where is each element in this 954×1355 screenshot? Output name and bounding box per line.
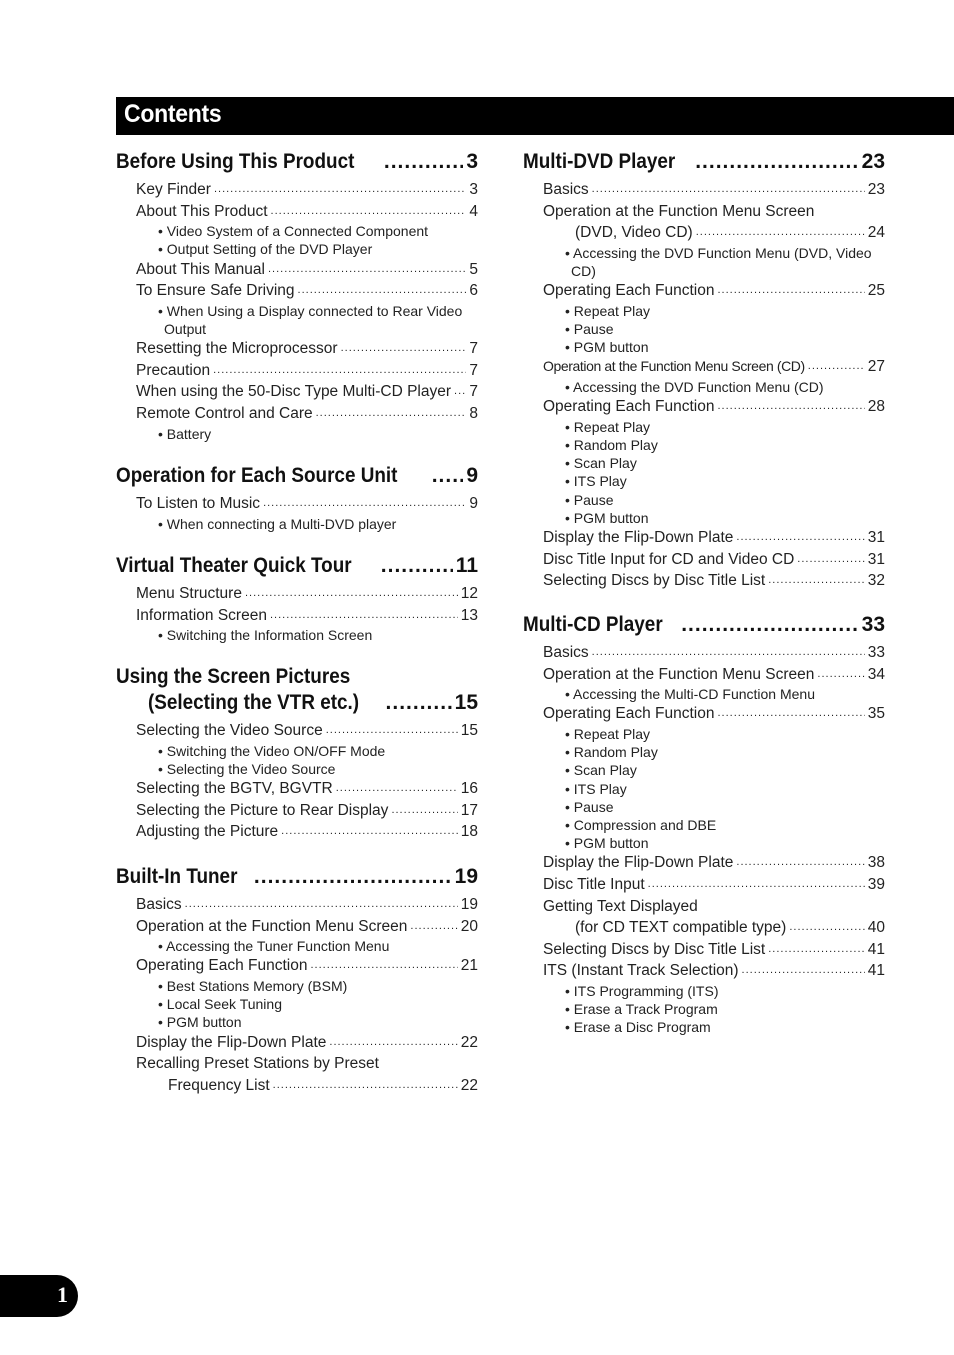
- item-page: 5: [469, 260, 478, 278]
- toc-subitem: [158, 515, 478, 533]
- item-label: Basics: [543, 181, 589, 198]
- item-label: Basics: [543, 644, 589, 661]
- subitem-text: • Repeat Play: [565, 418, 651, 435]
- toc-subitem: [158, 425, 478, 443]
- subitem-text: • Repeat Play: [565, 725, 651, 742]
- section-page: 19: [454, 865, 478, 888]
- subitem-text: • Accessing the DVD Function Menu (CD): [565, 378, 824, 395]
- leader-dots: [592, 179, 865, 201]
- item-page: 32: [867, 572, 885, 590]
- section-screen-pictures: [116, 664, 478, 843]
- toc-subitem: [565, 454, 885, 472]
- section-page: 3: [466, 150, 478, 173]
- toc-subitem: [158, 240, 478, 258]
- section-page: 9: [466, 464, 478, 487]
- subitem-text: • PGM button: [565, 509, 649, 526]
- toc-item: [168, 1075, 478, 1097]
- subitem-text: • Pause: [565, 320, 614, 337]
- leader-dots: [268, 259, 466, 281]
- subitem-text: • Erase a Track Program: [565, 1001, 718, 1018]
- section-title: Operation for Each Source Unit: [116, 464, 398, 487]
- toc-item: [136, 894, 478, 916]
- leader-dots: [410, 916, 457, 938]
- item-page: 22: [460, 1033, 478, 1051]
- toc-subitem: [158, 1013, 478, 1031]
- toc-item: [136, 338, 478, 360]
- item-page: 12: [460, 585, 478, 602]
- item-page: 25: [867, 282, 885, 300]
- item-page: 39: [867, 876, 885, 893]
- toc-subitem: [565, 418, 885, 436]
- toc-subitem: [565, 743, 885, 761]
- leader-dots: [768, 570, 865, 592]
- leader-dots: [310, 955, 457, 977]
- page-title: Contents: [124, 100, 222, 128]
- toc-subitem: [565, 982, 885, 1000]
- toc-item: [136, 778, 478, 800]
- item-label: About This Manual: [136, 260, 265, 278]
- item-label: Operating Each Function: [543, 705, 715, 723]
- item-page: 24: [867, 224, 885, 242]
- item-page: 7: [469, 383, 478, 401]
- leader-dots: [391, 800, 457, 822]
- item-page: 35: [867, 705, 885, 723]
- subitem-text: • PGM button: [565, 339, 649, 356]
- item-label: (DVD, Video CD): [575, 224, 693, 242]
- section-page: 15: [454, 691, 478, 714]
- toc-subitem: [158, 626, 478, 644]
- subitem-text: • Best Stations Memory (BSM): [158, 977, 348, 994]
- toc-item: [136, 1053, 478, 1075]
- toc-item: [543, 960, 885, 982]
- leader-dots: [717, 396, 864, 418]
- section-title-line: [523, 149, 885, 175]
- subitem-text: • Random Play: [565, 436, 658, 453]
- section-title-line: [116, 864, 478, 890]
- section-virtual-theater: [116, 553, 478, 644]
- item-label: Adjusting the Picture: [136, 823, 279, 841]
- item-label: Display the Flip-Down Plate: [136, 1033, 327, 1051]
- subitem-text: • PGM button: [158, 1014, 242, 1031]
- toc-item: [136, 916, 478, 938]
- toc-item: [136, 493, 478, 515]
- subitem-text: • Accessing the Tuner Function Menu: [158, 938, 390, 955]
- item-label: Selecting the Video Source: [136, 722, 323, 739]
- item-label: Key Finder: [136, 181, 211, 198]
- toc-subitem: [565, 378, 885, 396]
- leader-dots: [254, 864, 452, 890]
- leader-dots: [742, 960, 865, 982]
- section-multi-dvd: [523, 149, 885, 592]
- subitem-text: • Battery: [158, 425, 212, 442]
- toc-item: [136, 800, 478, 822]
- item-page: 7: [469, 340, 478, 358]
- section-title: Virtual Theater Quick Tour: [116, 554, 352, 577]
- leader-dots: [271, 201, 467, 223]
- toc-item: [136, 605, 478, 627]
- toc-subitem: [158, 222, 478, 240]
- toc-item: [136, 280, 478, 302]
- item-page: 18: [460, 823, 478, 841]
- item-label: Disc Title Input for CD and Video CD: [543, 550, 795, 568]
- leader-dots: [681, 612, 858, 638]
- toc-item: [543, 396, 885, 418]
- leader-dots: [298, 280, 467, 302]
- item-label: Operation at the Function Menu Screen: [136, 917, 408, 935]
- toc-item: [136, 381, 478, 403]
- toc-subitem: [565, 761, 885, 779]
- leader-dots: [817, 664, 864, 686]
- item-page: 22: [460, 1076, 478, 1094]
- item-label: Resetting the Microprocessor: [136, 340, 338, 358]
- toc-item: [136, 720, 478, 742]
- subitem-text: • Video System of a Connected Component: [158, 223, 429, 240]
- item-label: Display the Flip-Down Plate: [543, 529, 734, 546]
- toc-subitem: [158, 742, 478, 760]
- leader-dots: [454, 381, 466, 403]
- section-title: Multi-CD Player: [523, 613, 663, 636]
- leader-dots: [336, 778, 458, 800]
- subitem-text: • Compression and DBE: [565, 817, 717, 833]
- item-page: 8: [469, 404, 478, 422]
- leader-dots: [768, 939, 865, 961]
- item-label: Selecting the Picture to Rear Display: [136, 801, 389, 819]
- item-page: 6: [469, 282, 478, 300]
- leader-dots: [213, 360, 466, 382]
- item-label: When using the 50-Disc Type Multi-CD Player: [136, 383, 452, 401]
- section-page: 33: [861, 613, 885, 636]
- section-title-line: [116, 553, 478, 579]
- subitem-text: • Accessing the DVD Function Menu (DVD, Video CD): [565, 244, 872, 279]
- toc-item: [543, 703, 885, 725]
- leader-dots: [214, 179, 466, 201]
- section-title: Built-In Tuner: [116, 865, 238, 888]
- subitem-text: • Pause: [565, 491, 614, 508]
- item-label: Selecting Discs by Disc Title List: [543, 572, 766, 590]
- leader-dots: [273, 1075, 458, 1097]
- toc-item: [543, 896, 885, 918]
- leader-dots: [789, 917, 864, 939]
- leader-dots: [381, 553, 453, 579]
- item-page: 16: [460, 780, 478, 797]
- leader-dots: [717, 703, 864, 725]
- leader-dots: [245, 583, 458, 605]
- leader-dots: [717, 280, 864, 302]
- item-page: 34: [867, 665, 885, 683]
- toc-item: [543, 527, 885, 549]
- subitem-text: • Accessing the Multi-CD Function Menu: [565, 686, 816, 703]
- toc-subitem: [158, 937, 478, 955]
- item-page: 7: [469, 361, 478, 379]
- toc-item: [543, 939, 885, 961]
- toc-item: [136, 201, 478, 223]
- leader-dots: [386, 690, 452, 716]
- leader-dots: [432, 463, 464, 489]
- toc-item: [136, 821, 478, 843]
- toc-subitem: [565, 338, 885, 356]
- toc-item: [136, 583, 478, 605]
- subitem-text: • Switching the Information Screen: [158, 627, 373, 644]
- section-page: 11: [455, 554, 478, 577]
- subitem-text: • Selecting the Video Source: [158, 760, 336, 777]
- section-title: Before Using This Product: [116, 150, 355, 173]
- toc-subitem: [565, 816, 885, 834]
- contents-header-bar: [116, 97, 954, 135]
- item-page: 17: [460, 801, 478, 819]
- item-label: Selecting the BGTV, BGVTR: [136, 780, 333, 797]
- leader-dots: [736, 527, 864, 549]
- item-label: Operating Each Function: [543, 398, 715, 416]
- leader-dots: [185, 894, 458, 916]
- item-page: 13: [460, 606, 478, 624]
- item-page: 21: [460, 957, 478, 975]
- leader-dots: [695, 149, 858, 175]
- item-label: Operating Each Function: [543, 282, 715, 300]
- toc-item: [543, 570, 885, 592]
- toc-item: [136, 360, 478, 382]
- section-title-line: [116, 664, 478, 690]
- page-number-tab: [0, 1275, 78, 1317]
- item-label: Frequency List: [168, 1076, 270, 1094]
- toc-item: [543, 664, 885, 686]
- subitem-text: • Erase a Disc Program: [565, 1019, 711, 1036]
- leader-dots: [329, 1032, 457, 1054]
- toc-subitem: [158, 302, 478, 338]
- item-label: Getting Text Displayed: [543, 897, 698, 915]
- leader-dots: [592, 642, 865, 664]
- toc-item: [543, 356, 885, 378]
- item-page: 19: [460, 896, 478, 913]
- toc-item: [543, 179, 885, 201]
- toc-item: [575, 917, 885, 939]
- toc-item: [543, 549, 885, 571]
- section-multi-cd: [523, 612, 885, 1037]
- toc-subitem: [158, 977, 478, 995]
- toc-subitem: [565, 834, 885, 852]
- toc-subitem: [158, 760, 478, 778]
- item-page: 33: [867, 644, 885, 661]
- toc-subitem: [565, 436, 885, 454]
- subitem-text: • ITS Play: [565, 780, 627, 797]
- item-page: 28: [867, 398, 885, 416]
- leader-dots: [270, 605, 458, 627]
- item-label: Operating Each Function: [136, 957, 308, 975]
- item-label: Recalling Preset Stations by Preset: [136, 1055, 379, 1073]
- leader-dots: [281, 821, 458, 843]
- toc-subitem: [565, 1000, 885, 1018]
- toc-item: [136, 403, 478, 425]
- section-page: 23: [861, 150, 885, 173]
- subitem-text: • Pause: [565, 798, 614, 815]
- leader-dots: [341, 338, 467, 360]
- item-page: 41: [867, 962, 885, 980]
- item-page: 38: [867, 854, 885, 872]
- item-label: Disc Title Input: [543, 876, 645, 893]
- section-operation: [116, 463, 478, 533]
- toc-item: [543, 852, 885, 874]
- subitem-text: • When Using a Display connected to Rear Video Output: [158, 302, 463, 337]
- toc-item: [136, 259, 478, 281]
- leader-dots: [384, 149, 463, 175]
- item-page: 41: [867, 940, 885, 958]
- toc-item: [543, 201, 885, 223]
- toc-subitem: [565, 244, 885, 280]
- item-label: To Ensure Safe Driving: [136, 282, 295, 300]
- leader-dots: [648, 874, 865, 896]
- item-label: About This Product: [136, 202, 268, 220]
- subitem-text: • PGM button: [565, 835, 649, 852]
- page-number: 1: [57, 1282, 68, 1307]
- subitem-text: • Output Setting of the DVD Player: [158, 241, 373, 258]
- item-label: Display the Flip-Down Plate: [543, 854, 734, 872]
- section-title-line: [116, 463, 478, 489]
- toc-item: [543, 280, 885, 302]
- item-page: 20: [460, 917, 478, 935]
- item-label: ITS (Instant Track Selection): [543, 962, 739, 980]
- toc-subitem: [565, 685, 885, 703]
- subitem-text: • Local Seek Tuning: [158, 996, 282, 1013]
- item-label: Selecting Discs by Disc Title List: [543, 940, 766, 958]
- leader-dots: [808, 356, 865, 378]
- item-page: 9: [469, 495, 478, 512]
- subitem-text: • ITS Play: [565, 473, 627, 490]
- toc-item: [575, 222, 885, 244]
- item-label: Operation at the Function Menu Screen: [543, 665, 815, 683]
- leader-dots: [797, 549, 864, 571]
- item-page: 27: [867, 358, 885, 376]
- item-label: Remote Control and Care: [136, 404, 313, 422]
- item-page: 15: [460, 722, 478, 739]
- item-page: 3: [469, 181, 478, 198]
- toc-subitem: [565, 472, 885, 490]
- leader-dots: [696, 222, 865, 244]
- leader-dots: [736, 852, 864, 874]
- item-page: 31: [867, 550, 885, 568]
- subitem-text: • Scan Play: [565, 455, 637, 472]
- subitem-text: • Repeat Play: [565, 302, 651, 319]
- toc-subitem: [565, 780, 885, 798]
- item-label: To Listen to Music: [136, 495, 261, 512]
- leader-dots: [326, 720, 458, 742]
- section-built-in-tuner: [116, 864, 478, 1096]
- item-page: 4: [469, 202, 478, 220]
- toc-subitem: [565, 509, 885, 527]
- toc-item: [543, 642, 885, 664]
- toc-item: [136, 179, 478, 201]
- section-title: Using the Screen Pictures: [116, 665, 351, 688]
- toc-item: [136, 1032, 478, 1054]
- toc-subitem: [565, 1018, 885, 1036]
- toc-subitem: [565, 725, 885, 743]
- toc-item: [543, 874, 885, 896]
- section-title-line: [116, 149, 478, 175]
- subitem-text: • When connecting a Multi-DVD player: [158, 515, 397, 532]
- item-label: Menu Structure: [136, 585, 242, 602]
- toc-subitem: [565, 798, 885, 816]
- section-title: (Selecting the VTR etc.): [148, 691, 360, 714]
- toc-subitem: [565, 320, 885, 338]
- item-page: 40: [867, 919, 885, 937]
- item-label: Information Screen: [136, 606, 267, 624]
- leader-dots: [263, 493, 466, 515]
- toc-subitem: [158, 995, 478, 1013]
- section-title: Multi-DVD Player: [523, 150, 676, 173]
- item-label: Operation at the Function Menu Screen (CD): [543, 358, 805, 375]
- section-title-line: [116, 690, 478, 716]
- item-page: 23: [867, 181, 885, 198]
- item-label: (for CD TEXT compatible type): [575, 919, 787, 937]
- subitem-text: • Random Play: [565, 744, 658, 761]
- toc-subitem: [565, 302, 885, 320]
- item-page: 31: [867, 529, 885, 546]
- item-label: Precaution: [136, 361, 211, 379]
- leader-dots: [316, 403, 467, 425]
- subitem-text: • Switching the Video ON/OFF Mode: [158, 742, 386, 759]
- toc-item: [136, 955, 478, 977]
- item-label: Operation at the Function Menu Screen: [543, 202, 815, 220]
- toc-subitem: [565, 491, 885, 509]
- section-before-using: [116, 149, 478, 443]
- subitem-text: • ITS Programming (ITS): [565, 982, 719, 999]
- subitem-text: • Scan Play: [565, 762, 637, 779]
- item-label: Basics: [136, 896, 182, 913]
- section-title-line: [523, 612, 885, 638]
